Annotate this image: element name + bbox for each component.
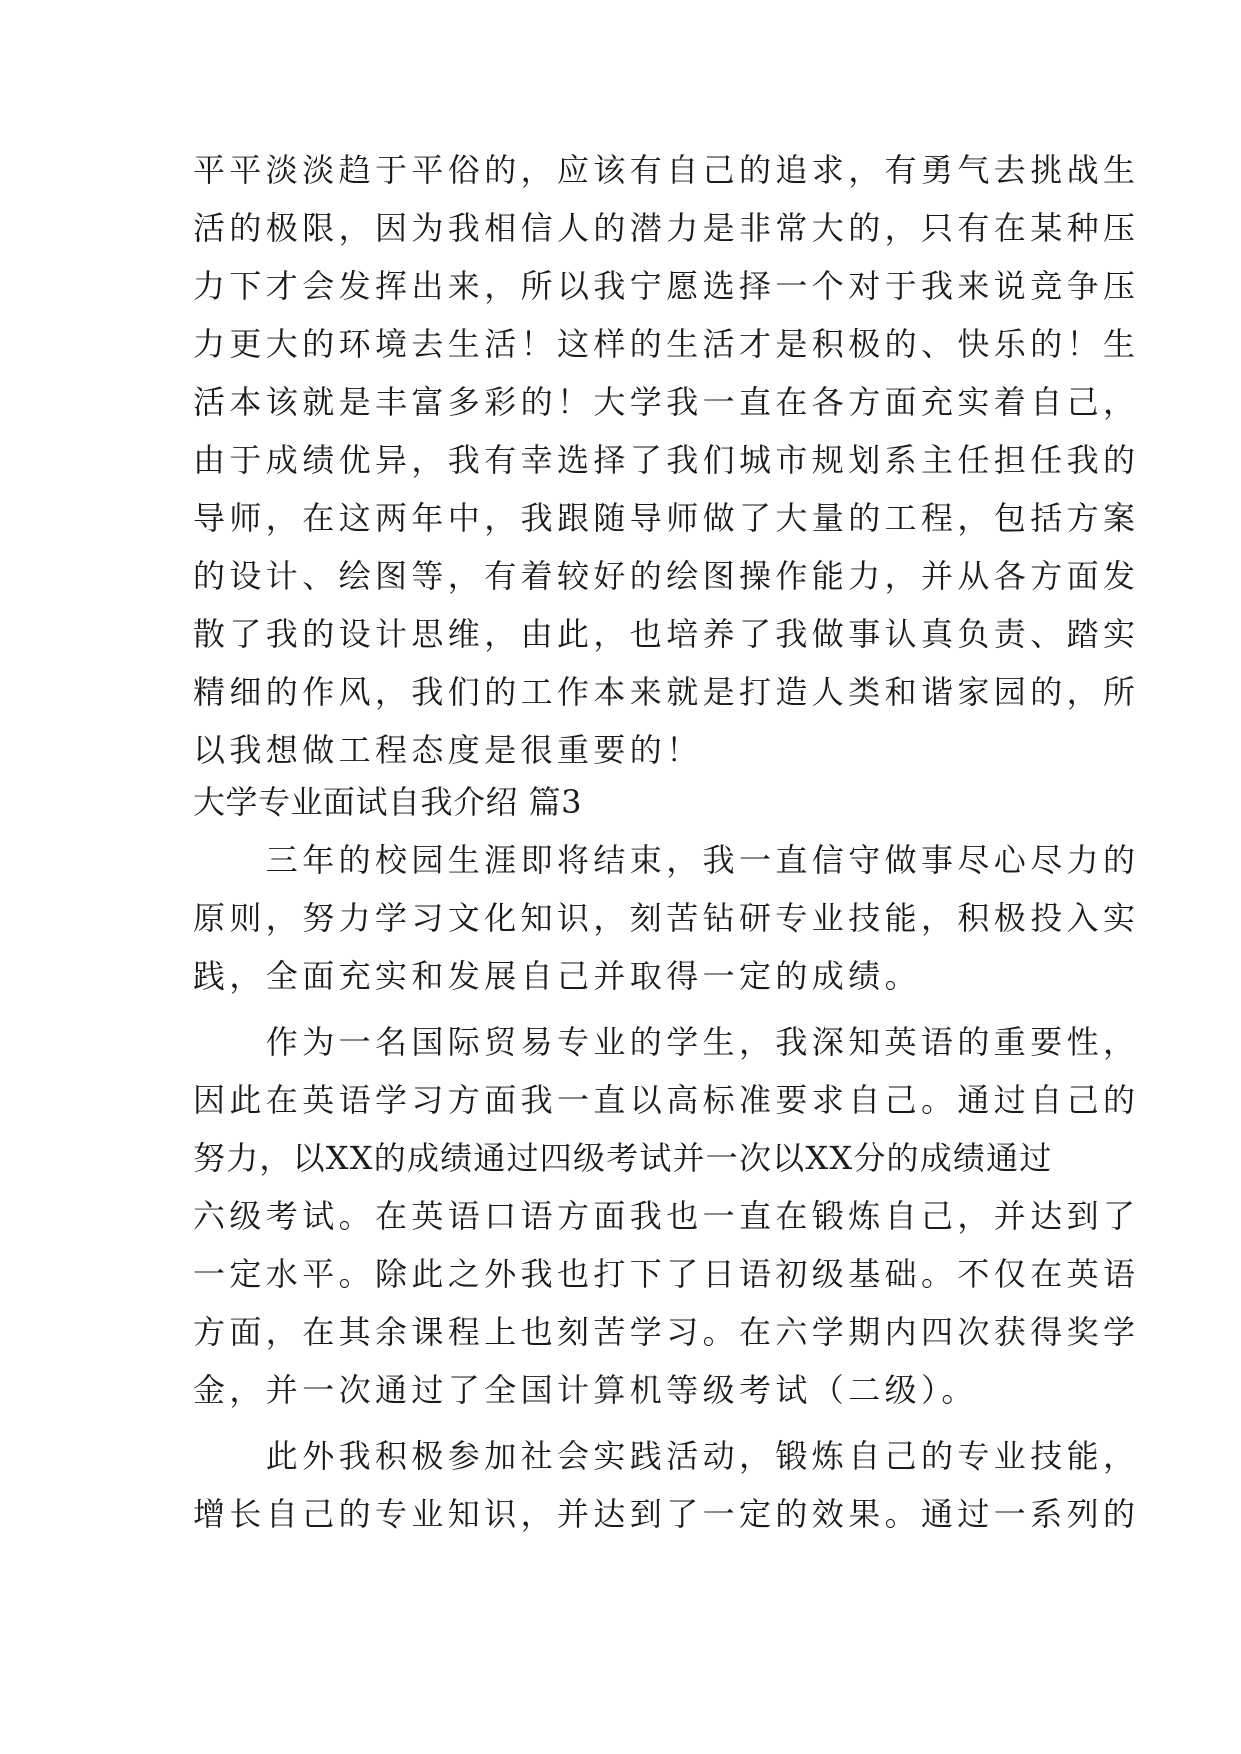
text-line: 作为一名国际贸易专业的学生，我深知英语的重要性，	[193, 1023, 1140, 1061]
text-line: 活本该就是丰富多彩的！大学我一直在各方面充实着自己，	[193, 383, 1140, 421]
text-line: 力更大的环境去生活！这样的生活才是积极的、快乐的！生	[193, 325, 1140, 363]
text-line: 原则，努力学习文化知识，刻苦钻研专业技能，积极投入实	[193, 899, 1140, 937]
text-line: 平平淡淡趋于平俗的，应该有自己的追求，有勇气去挑战生	[193, 151, 1140, 189]
text-line: 导师，在这两年中，我跟随导师做了大量的工程，包括方案	[193, 499, 1140, 537]
text-line: 六级考试。在英语口语方面我也一直在锻炼自己，并达到了	[193, 1197, 1140, 1235]
text-line: 践，全面充实和发展自己并取得一定的成绩。	[193, 957, 922, 995]
text-line: 增长自己的专业知识，并达到了一定的效果。通过一系列的	[193, 1495, 1140, 1533]
text-line: 方面，在其余课程上也刻苦学习。在六学期内四次获得奖学	[193, 1313, 1140, 1351]
text-line: 散了我的设计思维，由此，也培养了我做事认真负责、踏实	[193, 615, 1140, 653]
text-line: 活的极限，因为我相信人的潜力是非常大的，只有在某种压	[193, 209, 1140, 247]
text-line: 的设计、绘图等，有着较好的绘图操作能力，并从各方面发	[193, 557, 1140, 595]
text-line: 一定水平。除此之外我也打下了日语初级基础。不仅在英语	[193, 1255, 1140, 1293]
text-line: 努力，以XX的成绩通过四级考试并一次以XX分的成绩通过	[193, 1139, 1053, 1177]
text-line: 此外我积极参加社会实践活动，锻炼自己的专业技能，	[193, 1437, 1140, 1475]
text-line: 精细的作风，我们的工作本来就是打造人类和谐家园的，所	[193, 673, 1140, 711]
text-line: 由于成绩优异，我有幸选择了我们城市规划系主任担任我的	[193, 441, 1140, 479]
text-line: 金，并一次通过了全国计算机等级考试（二级）。	[193, 1371, 978, 1409]
text-line: 三年的校园生涯即将结束，我一直信守做事尽心尽力的	[193, 841, 1140, 879]
text-line: 以我想做工程态度是很重要的！	[193, 731, 703, 769]
section-heading: 大学专业面试自我介绍 篇3	[193, 783, 583, 821]
text-line: 力下才会发挥出来，所以我宁愿选择一个对于我来说竞争压	[193, 267, 1140, 305]
text-line: 因此在英语学习方面我一直以高标准要求自己。通过自己的	[193, 1081, 1140, 1119]
